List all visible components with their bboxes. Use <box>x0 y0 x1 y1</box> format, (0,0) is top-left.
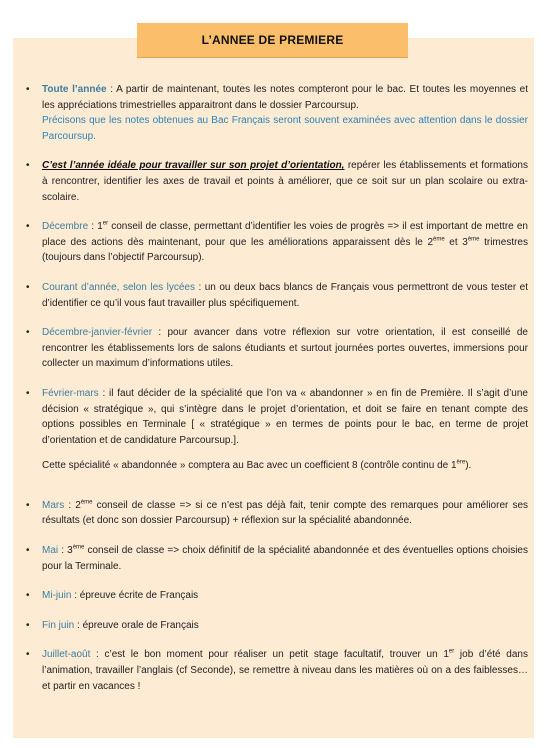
item-label: Mi-juin <box>42 590 72 602</box>
item-label: C’est l’année idéale pour travailler sur son projet d’orientation, <box>42 160 345 172</box>
item-text: job d’été dans l’animation, travailler l’anglais (cf Seconde), se remettre à niveau dans les matières où on a des faiblesses… et partir en vacances ! <box>42 649 528 692</box>
item-label: Mars <box>42 499 65 511</box>
list-item-mi-juin <box>26 588 528 604</box>
bullet: • <box>26 221 30 233</box>
superscript: er <box>448 649 455 656</box>
item-accent-text: Précisons que les notes obtenues au Bac Français seront souvent examinées avec attention dans le dossier Parcoursup. <box>42 115 528 142</box>
bullet: • <box>26 619 30 631</box>
superscript: er <box>102 220 109 227</box>
item-text: : c’est le bon moment pour réaliser un petit stage facultatif, trouver un 1 <box>90 649 449 661</box>
item-text: et 3 <box>444 236 468 248</box>
item-text: : épreuve écrite de Français <box>71 590 199 602</box>
bullet: • <box>26 545 30 557</box>
item-text: : 2 <box>64 499 81 511</box>
item-text: conseil de classe => choix définitif de la spécialité abandonnée et des éventuelles options choisies pour la Terminale. <box>42 545 528 572</box>
superscript: ème <box>433 236 445 243</box>
item-text: repérer les établissements et formations à rencontrer, identifier les axes de travail et points à améliorer, que ce soit sur un plan scolaire ou extra-scolaire. <box>42 160 528 203</box>
bullet: • <box>26 590 30 602</box>
list-item-mars <box>26 498 529 529</box>
superscript: ère <box>456 459 466 466</box>
item-label: Toute l’année <box>42 84 107 95</box>
list-item-toute-annee <box>26 82 528 144</box>
item-text: : pour avancer dans votre réflexion sur votre orientation, il est conseillé de rencontrer les établissements lors de salons étudiants et surtout journées portes ouvertes, immersions pour collecter un maximum d’informations utiles. <box>42 327 528 370</box>
bullet: • <box>26 84 30 95</box>
item-text: trimestres (toujours dans l’objectif Parcoursup). <box>42 236 528 264</box>
bullet: • <box>26 160 30 172</box>
bullet: • <box>26 281 30 293</box>
note-text-end: ). <box>465 460 472 472</box>
item-label: Juillet-août <box>42 649 91 661</box>
note-text: Cette spécialité « abandonnée » comptera au Bac avec un coefficient 8 (contrôle continu de 1 <box>42 460 457 472</box>
list-item-dec-jan-fev <box>26 325 528 372</box>
item-text: conseil de classe => si ce n’est pas déjà fait, tenir compte des remarques pour améliorer ses résultats (et donc son dossier Parcoursup) + réflexion sur la spécialité abandonnée. <box>42 499 529 527</box>
list-item-fin-juin <box>26 618 528 634</box>
item-text: : il faut décider de la spécialité que l’on va « abandonner » en fin de Première. Il s’agit d’une décision « stratégique », qui s’intègre dans le projet d’orientation, et doit se faire en tenant compte des options possibles en Terminale [ « stratégique » en termes de points pour le bac, en terme de projet d’orientation et de candidature Parcoursup.]. <box>42 387 528 446</box>
superscript: ème <box>72 544 85 551</box>
item-text: : A partir de maintenant, toutes les notes compteront pour le bac. Et toutes les moyennes et les appréciations trimestrielles apparaitront dans le dossier Parcoursup. <box>42 84 528 111</box>
list-item-courant-annee <box>26 280 528 311</box>
item-text: : un ou deux bacs blancs de Français vous permettront de vous tester et d’identifier ce qu’il vous faut travailler plus spécifiquement. <box>42 281 528 309</box>
content <box>26 82 529 708</box>
superscript: ème <box>80 499 93 506</box>
list-item-orientation <box>26 158 528 205</box>
item-label: Décembre <box>42 221 89 233</box>
superscript: ème <box>467 236 480 243</box>
item-text: : 3 <box>58 545 73 557</box>
list-item-mai <box>26 543 528 574</box>
item-label: Mai <box>42 545 59 557</box>
item-text: : 1 <box>88 221 103 233</box>
bullet: • <box>26 327 30 339</box>
coefficient-note <box>42 458 528 474</box>
page-title: L’ANNEE DE PREMIERE <box>137 23 408 58</box>
item-label: Février-mars <box>42 387 99 399</box>
bullet: • <box>26 499 30 511</box>
item-text: : épreuve orale de Français <box>74 619 199 631</box>
list-item-decembre <box>26 219 528 266</box>
item-label: Décembre-janvier-février <box>42 327 153 339</box>
bullet: • <box>26 387 30 399</box>
list-item-fevrier-mars <box>26 386 528 448</box>
item-text: conseil de classe, permettant d’identifier les voies de progrès => il est important de mettre en place des actions dès maintenant, pour que les améliorations apparaissent dès le 2 <box>42 221 528 248</box>
list-item-juillet-aout <box>26 647 528 694</box>
item-label: Fin juin <box>42 619 75 631</box>
item-label: Courant d’année, selon les lycées <box>42 281 195 293</box>
bullet: • <box>26 649 30 661</box>
